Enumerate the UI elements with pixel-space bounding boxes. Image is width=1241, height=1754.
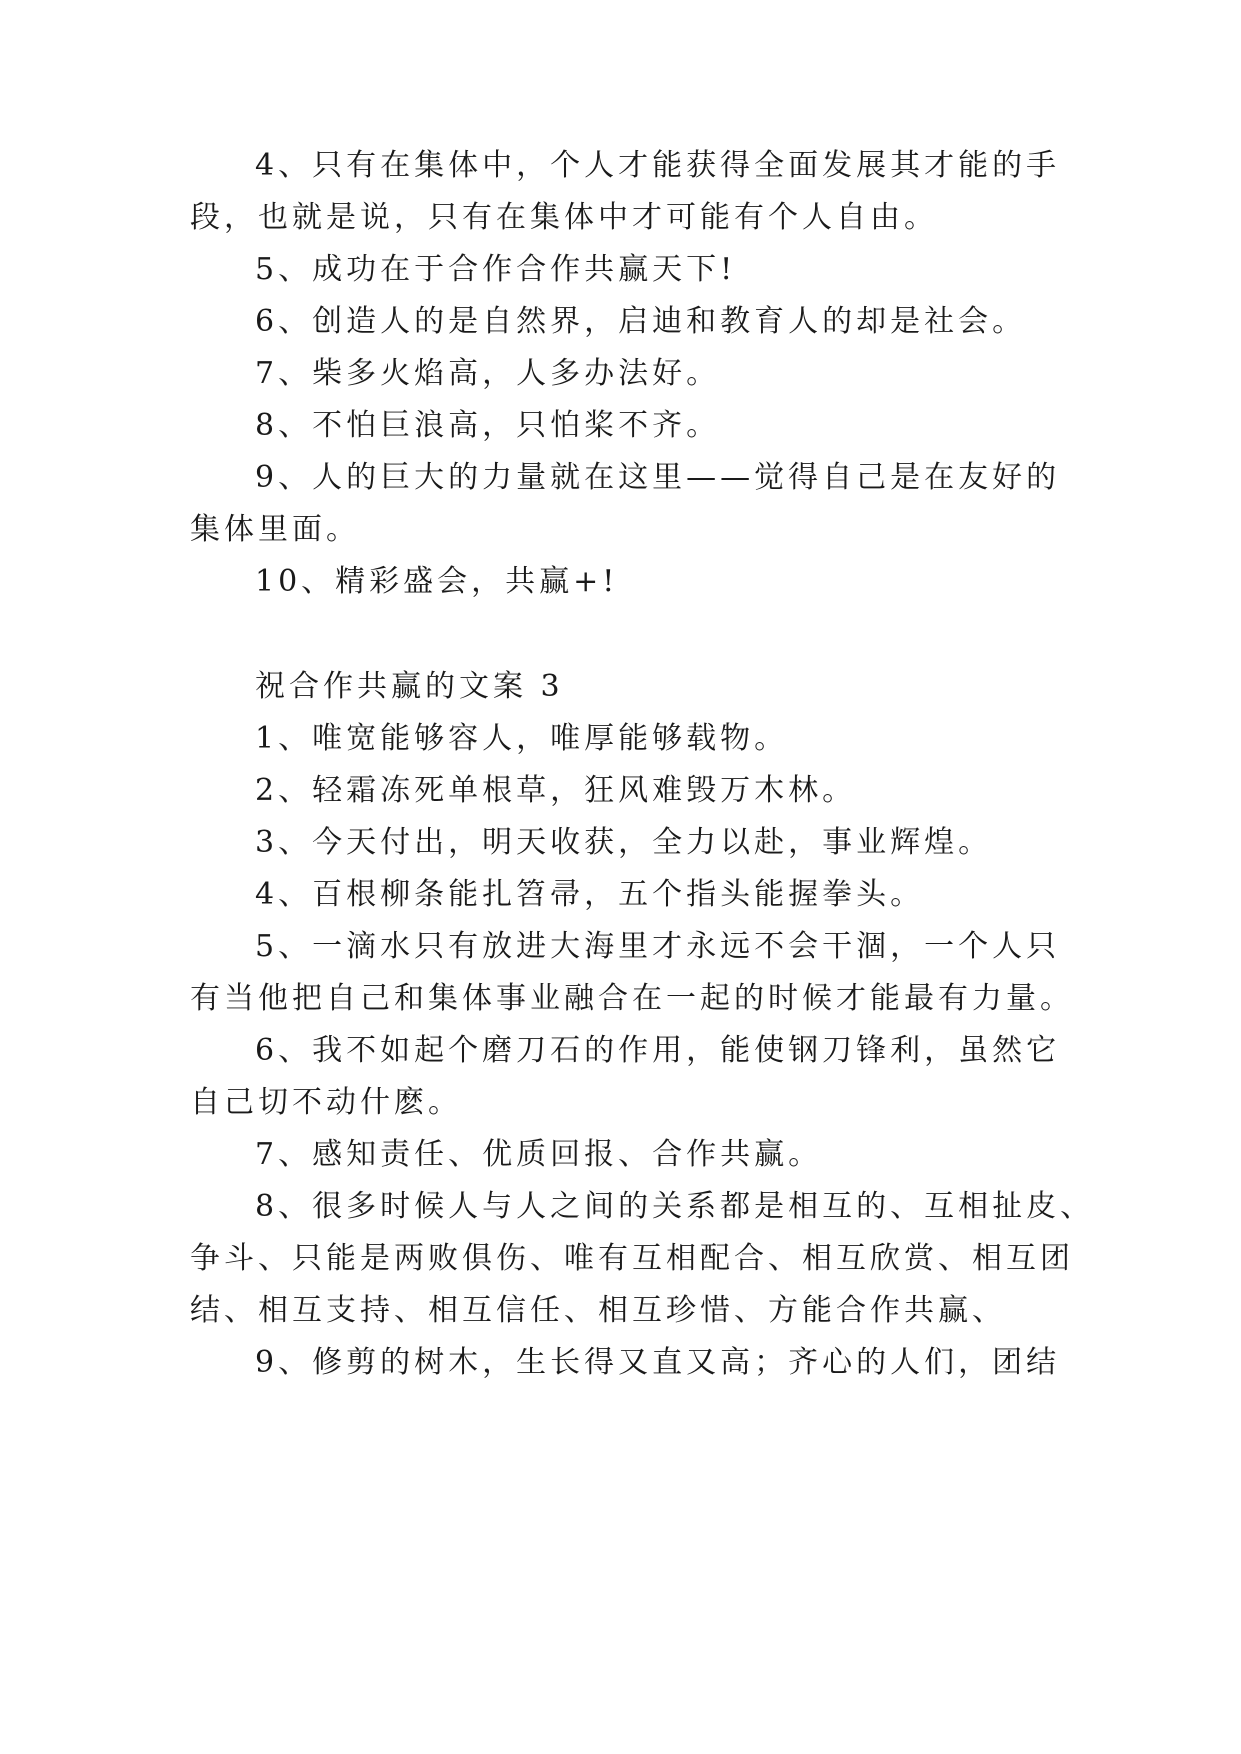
paragraph-line: 段，也就是说，只有在集体中才可能有个人自由。 [190,200,938,235]
paragraph-line: 4、只有在集体中，个人才能获得全面发展其才能的手 [255,148,1061,183]
paragraph-line: 自己切不动什麽。 [190,1085,462,1120]
paragraph-line: 4、百根柳条能扎笤帚，五个指头能握拳头。 [255,877,925,912]
paragraph-line: 5、一滴水只有放进大海里才永远不会干涸，一个人只 [255,929,1061,964]
paragraph-line: 集体里面。 [190,512,360,547]
paragraph-line: 6、我不如起个磨刀石的作用，能使钢刀锋利，虽然它 [255,1033,1061,1068]
paragraph-line: 8、很多时候人与人之间的关系都是相互的、互相扯皮、 [255,1189,1095,1224]
paragraph-line: 6、创造人的是自然界，启迪和教育人的却是社会。 [255,304,1027,339]
paragraph-line: 2、轻霜冻死单根草，狂风难毁万木林。 [255,773,857,808]
paragraph-line: 1、唯宽能够容人，唯厚能够载物。 [255,721,789,756]
paragraph-line: 有当他把自己和集体事业融合在一起的时候才能最有力量。 [190,981,1074,1016]
paragraph-line: 结、相互支持、相互信任、相互珍惜、方能合作共赢、 [190,1293,1006,1328]
paragraph-line: 10、精彩盛会，共赢+! [255,564,619,599]
paragraph-line: 9、修剪的树木，生长得又直又高；齐心的人们，团结 [255,1345,1061,1380]
section-heading: 祝合作共赢的文案 3 [255,669,564,704]
paragraph-line: 9、人的巨大的力量就在这里——觉得自己是在友好的 [255,460,1061,495]
paragraph-line: 争斗、只能是两败俱伤、唯有互相配合、相互欣赏、相互团 [190,1241,1074,1276]
paragraph-line: 5、成功在于合作合作共赢天下! [255,252,737,287]
paragraph-line: 8、不怕巨浪高，只怕桨不齐。 [255,408,721,443]
paragraph-line: 7、柴多火焰高，人多办法好。 [255,356,721,391]
paragraph-line: 3、今天付出，明天收获，全力以赴，事业辉煌。 [255,825,993,860]
paragraph-line: 7、感知责任、优质回报、合作共赢。 [255,1137,823,1172]
